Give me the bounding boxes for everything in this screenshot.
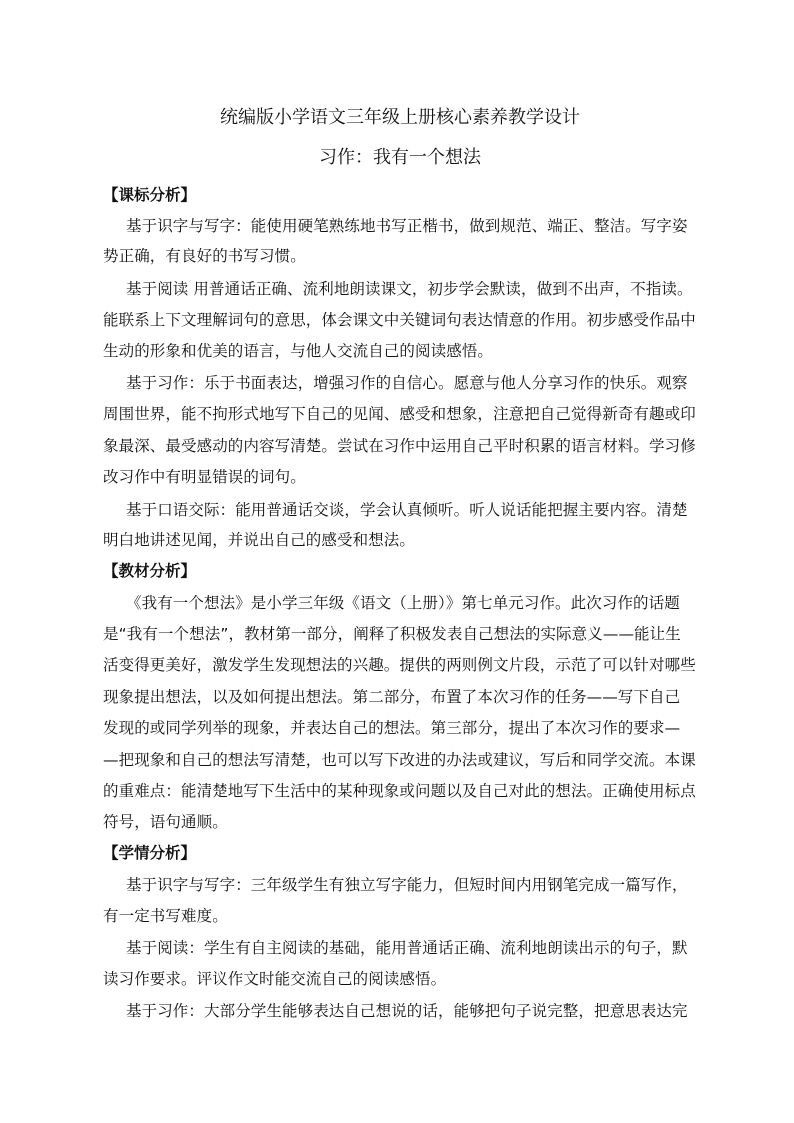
paragraph-line: 有一定书写难度。	[103, 907, 228, 925]
paragraph-line: 活变得更美好，激发学生发现想法的兴趣。提供的两则例文片段，示范了可以针对哪些	[103, 656, 696, 674]
paragraph-line: 基于口语交际：能用普通话交谈，学会认真倾听。听人说话能把握主要内容。清楚	[126, 501, 688, 519]
paragraph-line: 势正确，有良好的书写习惯。	[103, 247, 306, 265]
paragraph-line: 发现的或同学列举的现象，并表达自己的想法。第三部分，提出了本次习作的要求—	[103, 719, 681, 737]
paragraph-line: 读习作要求。评议作文时能交流自己的阅读感悟。	[103, 970, 447, 988]
paragraph-line: 生动的形象和优美的语言，与他人交流自己的阅读感悟。	[103, 342, 494, 360]
paragraph-line: 基于识字与写字：能使用硬笔熟练地书写正楷书，做到规范、端正、整洁。写字姿	[126, 217, 688, 235]
paragraph-line: 周围世界，能不拘形式地写下自己的见闻、感受和想象，注意把自己觉得新奇有趣或印	[103, 405, 696, 423]
paragraph-line: 明白地讲述见闻，并说出自己的感受和想法。	[103, 531, 416, 549]
document-subtitle: 习作：我有一个想法	[319, 147, 481, 168]
paragraph-line: 基于习作：乐于书面表达，增强习作的自信心。愿意与他人分享习作的快乐。观察	[126, 374, 688, 392]
paragraph-line: 基于识字与写字：三年级学生有独立写字能力，但短时间内用钢笔完成一篇写作，	[126, 876, 688, 894]
paragraph-line: —把现象和自己的想法写清楚，也可以写下改进的办法或建议，写后和同学交流。本课	[103, 751, 696, 769]
section-heading-learner: 【学情分析】	[103, 844, 197, 862]
section-heading-curriculum: 【课标分析】	[103, 186, 197, 204]
paragraph-line: 的重难点：能清楚地写下生活中的某种现象或问题以及自己对此的想法。正确使用标点	[103, 782, 696, 800]
paragraph-line: 现象提出想法，以及如何提出想法。第二部分，布置了本次习作的任务——写下自己	[103, 688, 681, 706]
paragraph-line: 基于阅读 用普通话正确、流利地朗读课文，初步学会默读，做到不出声，不指读。	[126, 280, 693, 298]
paragraph-line: 能联系上下文理解词句的意思，体会课文中关键词句表达情意的作用。初步感受作品中	[103, 311, 696, 329]
section-heading-textbook: 【教材分析】	[103, 562, 197, 580]
paragraph-line: 是“我有一个想法”，教材第一部分，阐释了积极发表自己想法的实际意义——能让生	[103, 625, 681, 643]
document-title: 统编版小学语文三年级上册核心素养教学设计	[220, 107, 580, 128]
paragraph-line: 改习作中有明显错误的词句。	[103, 468, 306, 486]
paragraph-line: 《我有一个想法》是小学三年级《语文（上册）》第七单元习作。此次习作的话题	[126, 594, 680, 612]
paragraph-line: 象最深、最受感动的内容写清楚。尝试在习作中运用自己平时积累的语言材料。学习修	[103, 437, 696, 455]
paragraph-line: 基于阅读：学生有自主阅读的基础，能用普通话正确、流利地朗读出示的句子，默	[126, 939, 688, 957]
paragraph-line: 符号，语句通顺。	[103, 813, 228, 831]
paragraph-line: 基于习作：大部分学生能够表达自己想说的话，能够把句子说完整，把意思表达完	[126, 1002, 688, 1020]
